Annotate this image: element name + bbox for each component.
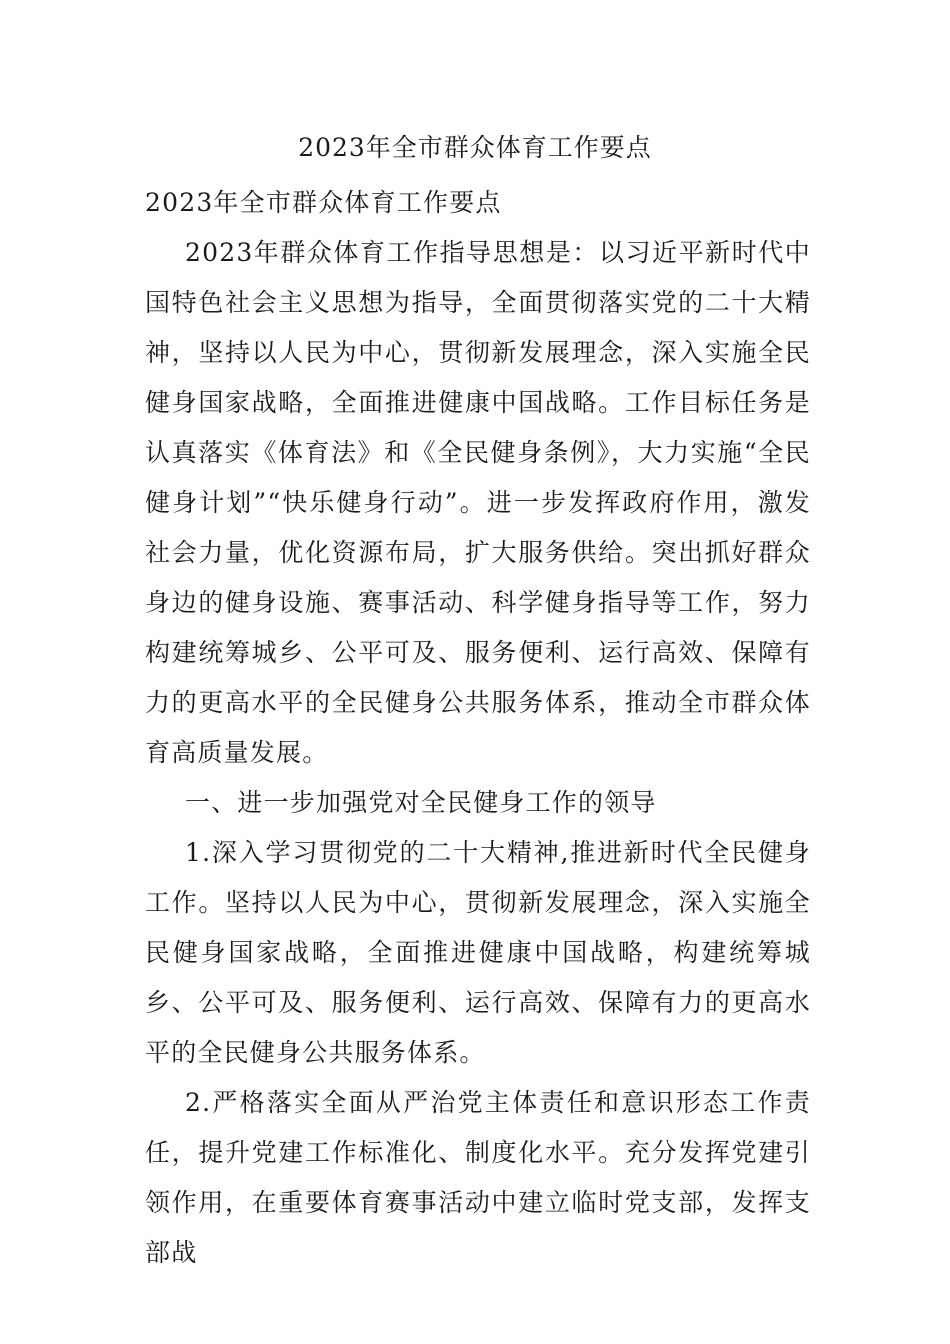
paragraph-item-2: 2.严格落实全面从严治党主体责任和意识形态工作责任，提升党建工作标准化、制度化水平。充分发挥党建引领作用，在重要体育赛事活动中建立临时党支部，发挥支部战 [145, 1088, 811, 1267]
paragraph-guiding-ideology: 2023年群众体育工作指导思想是：以习近平新时代中国特色社会主义思想为指导，全面贯彻落实党的二十大精神，坚持以人民为中心，贯彻新发展理念，深入实施全民健身国家战略，全面推进健康中国战略。工作目标任务是认真落实《体育法》和《全民健身条例》，大力实施“全民健身计划”“快乐健身行动”。进一步发挥政府作用，激发社会力量，优化资源布局，扩大服务供给。突出抓好群众身边的健身设施、赛事活动、科学健身指导等工作，努力构建统筹城乡、公平可及、服务便利、运行高效、保障有力的更高水平的全民健身公共服务体系，推动全市群众体育高质量发展。 [145, 238, 811, 767]
document-title: 2023年全市群众体育工作要点 [298, 133, 652, 162]
paragraph-item-1: 1.深入学习贯彻党的二十大精神,推进新时代全民健身工作。坚持以人民为中心，贯彻新发展理念，深入实施全民健身国家战略，全面推进健康中国战略，构建统筹城乡、公平可及、服务便利、运行高效、保障有力的更高水平的全民健身公共服务体系。 [145, 838, 811, 1067]
document-subtitle: 2023年全市群众体育工作要点 [145, 188, 502, 217]
document-body [145, 178, 811, 1278]
section-heading-1: 一、进一步加强党对全民健身工作的领导 [185, 788, 657, 817]
